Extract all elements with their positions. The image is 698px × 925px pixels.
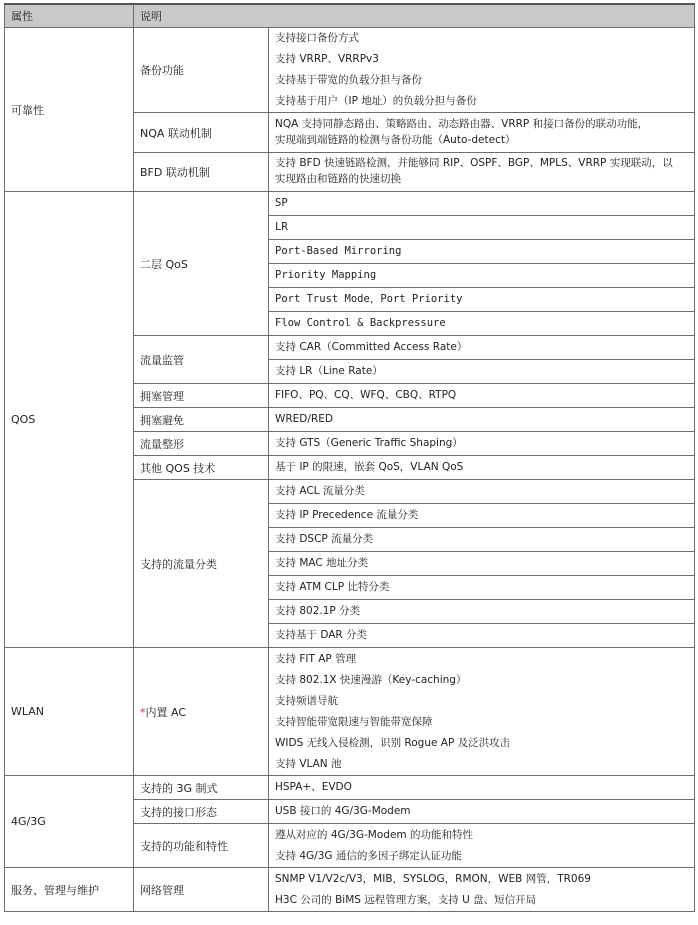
desc-classification-item: 支持 ACL 流量分类 — [269, 480, 695, 504]
desc-bfd — [269, 153, 695, 192]
desc-line: 支持 VRRP、VRRPv3 — [275, 53, 379, 65]
desc-backup — [269, 28, 695, 113]
table-row — [5, 648, 695, 776]
feature-congestion-mgmt: 拥塞管理 — [134, 384, 269, 408]
table-row — [5, 776, 695, 800]
desc-traffic-shaping: 支持 GTS（Generic Traffic Shaping） — [269, 432, 695, 456]
feature-l2qos: 二层 QoS — [134, 192, 269, 336]
desc-line: 实现端到端链路的检测与备份功能（Auto-detect） — [275, 133, 516, 146]
attr-wlan: WLAN — [5, 648, 134, 776]
spec-table — [4, 3, 695, 912]
desc-builtin-ac — [269, 648, 695, 776]
table-row — [5, 868, 695, 912]
desc-line: 支持频谱导航 — [275, 694, 338, 707]
desc-l2qos-item: SP — [269, 192, 695, 216]
desc-classification-item: 支持 802.1P 分类 — [269, 600, 695, 624]
feature-builtin-ac — [134, 648, 269, 776]
desc-policing-item: 支持 CAR（Committed Access Rate） — [269, 336, 695, 360]
feature-builtin-ac-label: 内置 AC — [145, 705, 187, 719]
header-description: 说明 — [134, 4, 695, 28]
desc-classification-item: 支持 MAC 地址分类 — [269, 552, 695, 576]
desc-classification-item: 支持 DSCP 流量分类 — [269, 528, 695, 552]
table-row — [5, 192, 695, 216]
desc-l2qos-item: Port-Based Mirroring — [269, 240, 695, 264]
desc-l2qos-item: LR — [269, 216, 695, 240]
table-row — [5, 28, 695, 113]
feature-backup: 备份功能 — [134, 28, 269, 113]
desc-line: 支持智能带宽限速与智能带宽保障 — [275, 715, 433, 728]
desc-policing-item: 支持 LR（Line Rate） — [269, 360, 695, 384]
feature-interface: 支持的接口形态 — [134, 800, 269, 824]
desc-line: H3C 公司的 BiMS 远程管理方案，支持 U 盘、短信开局 — [275, 893, 537, 906]
feature-other-qos: 其他 QOS 技术 — [134, 456, 269, 480]
feature-3g-standards: 支持的 3G 制式 — [134, 776, 269, 800]
desc-line: NQA 支持同静态路由、策略路由、动态路由器、VRRP 和接口备份的联动功能， — [275, 117, 649, 130]
attr-service: 服务、管理与维护 — [5, 868, 134, 912]
desc-l2qos-item: Port Trust Mode，Port Priority — [269, 288, 695, 312]
desc-3g-standards: HSPA+、EVDO — [269, 776, 695, 800]
desc-congestion-mgmt: FIFO、PQ、CQ、WFQ、CBQ、RTPQ — [269, 384, 695, 408]
desc-network-mgmt — [269, 868, 695, 912]
desc-line: 支持 802.1X 快速漫游（Key-caching） — [275, 673, 467, 686]
desc-nqa — [269, 113, 695, 153]
feature-bfd: BFD 联动机制 — [134, 153, 269, 192]
desc-line: WIDS 无线入侵检测，识别 Rogue AP 及泛洪攻击 — [275, 736, 511, 749]
attr-reliability: 可靠性 — [5, 28, 134, 192]
desc-line: 实现路由和链路的快速切换 — [275, 173, 401, 185]
attr-4g3g: 4G/3G — [5, 776, 134, 868]
desc-line: 支持接口备份方式 — [275, 32, 359, 44]
desc-line: 遵从对应的 4G/3G-Modem 的功能和特性 — [275, 828, 473, 841]
desc-classification-item: 支持 IP Precedence 流量分类 — [269, 504, 695, 528]
desc-functions — [269, 824, 695, 868]
feature-traffic-policing: 流量监管 — [134, 336, 269, 384]
feature-nqa: NQA 联动机制 — [134, 113, 269, 153]
feature-congestion-avoid: 拥塞避免 — [134, 408, 269, 432]
desc-other-qos: 基于 IP 的限速，嵌套 QoS，VLAN QoS — [269, 456, 695, 480]
desc-l2qos-item: Priority Mapping — [269, 264, 695, 288]
desc-line: 支持 FIT AP 管理 — [275, 652, 357, 665]
desc-line: 支持 BFD 快速链路检测，并能够同 RIP、OSPF、BGP、MPLS、VRRP 实现联动，以 — [275, 157, 673, 170]
desc-l2qos-item: Flow Control & Backpressure — [269, 312, 695, 336]
feature-traffic-shaping: 流量整形 — [134, 432, 269, 456]
desc-line: 支持 4G/3G 通信的多因子绑定认证功能 — [275, 849, 462, 862]
desc-congestion-avoid: WRED/RED — [269, 408, 695, 432]
desc-line: 支持 VLAN 池 — [275, 757, 342, 770]
desc-interface: USB 接口的 4G/3G-Modem — [269, 800, 695, 824]
attr-qos: QOS — [5, 192, 134, 648]
feature-classification: 支持的流量分类 — [134, 480, 269, 648]
feature-network-mgmt: 网络管理 — [134, 868, 269, 912]
required-star: * — [140, 705, 146, 719]
feature-functions: 支持的功能和特性 — [134, 824, 269, 868]
header-attribute: 属性 — [5, 4, 134, 28]
desc-classification-item: 支持 ATM CLP 比特分类 — [269, 576, 695, 600]
desc-line: SNMP V1/V2c/V3，MIB，SYSLOG，RMON，WEB 网管，TR069 — [275, 872, 591, 885]
desc-classification-item: 支持基于 DAR 分类 — [269, 624, 695, 648]
desc-line: 支持基于带宽的负载分担与备份 — [275, 74, 422, 86]
desc-line: 支持基于用户（IP 地址）的负载分担与备份 — [275, 95, 477, 107]
table-header-row — [5, 4, 695, 28]
